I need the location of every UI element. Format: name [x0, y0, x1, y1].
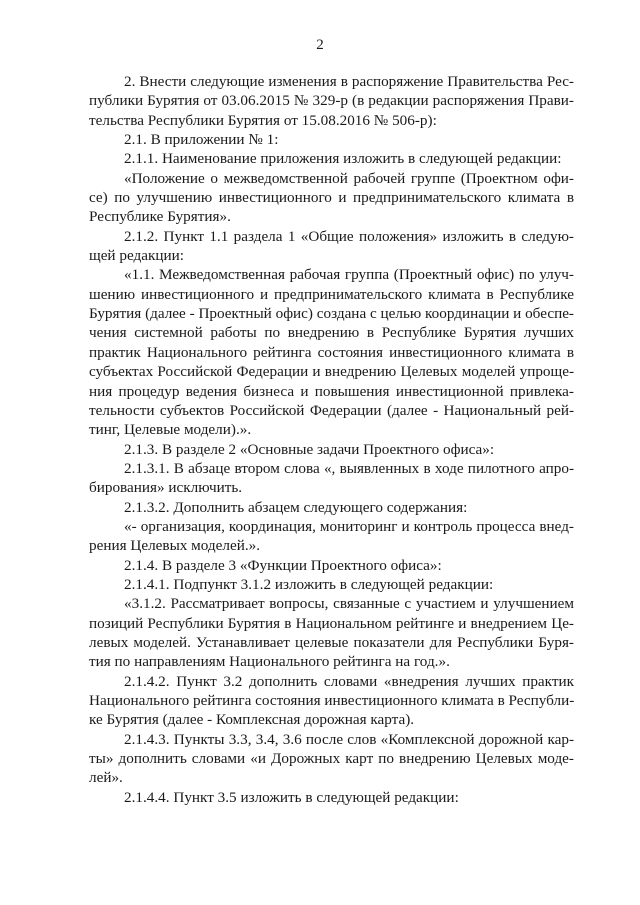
text-line: 2.1.4.3. Пункты 3.3, 3.4, 3.6 после слов «Комплексной дорожной кар- — [124, 730, 574, 748]
text-line: рения Целевых моделей.». — [89, 537, 261, 555]
text-line: щей редакции: — [89, 247, 184, 265]
text-line: лей». — [89, 769, 123, 787]
page-number: 2 — [316, 37, 324, 53]
text-line: тия по направлениям Национального рейтинга на год.». — [89, 653, 450, 671]
text-line: 2.1.4.2. Пункт 3.2 дополнить словами «внедрения лучших практик — [124, 672, 574, 690]
text-line: ты» дополнить словами «и Дорожных карт по внедрению Целевых моде- — [89, 750, 574, 768]
text-line: шению инвестиционного и предпринимательского климата в Республике — [89, 285, 574, 303]
text-line: Бурятия (далее - Проектный офис) создана с целью координации и обеспе- — [89, 305, 574, 323]
text-line: 2. Внести следующие изменения в распоряжение Правительства Рес- — [124, 73, 574, 90]
text-line: 2.1.3. В разделе 2 «Основные задачи Проектного офиса»: — [124, 440, 495, 458]
text-line: 2.1.4.1. Подпункт 3.1.2 изложить в следующей редакции: — [124, 575, 494, 593]
text-line: 2.1.1. Наименование приложения изложить в следующей редакции: — [124, 150, 562, 168]
text-line: позиций Республики Бурятия в Национальном рейтинге и внедрением Це- — [89, 614, 574, 632]
text-line: тельства Республики Бурятия от 15.08.2016 № 506-р): — [89, 111, 437, 129]
text-line: бирования» исключить. — [89, 479, 243, 497]
text-line: 2.1.2. Пункт 1.1 раздела 1 «Общие положения» изложить в следую- — [124, 227, 574, 245]
text-line: 2.1. В приложении № 1: — [124, 131, 279, 149]
text-line: субъектах Российской Федерации и внедрению Целевых моделей упроще- — [89, 363, 574, 381]
text-line: тельности субъектов Российской Федерации (далее - Национальный рей- — [89, 401, 574, 419]
text-line: ке Бурятия (далее - Комплексная дорожная карта). — [89, 711, 415, 729]
text-line: 2.1.4. В разделе 3 «Функции Проектного офиса»: — [124, 556, 442, 574]
text-line: «Положение о межведомственной рабочей группе (Проектном офи- — [124, 169, 574, 187]
text-line: «- организация, координация, мониторинг и контроль процесса внед- — [124, 517, 574, 535]
text-line: тинг, Целевые модели).». — [89, 421, 252, 439]
text-line: «1.1. Межведомственная рабочая группа (Проектный офис) по улуч- — [124, 266, 574, 284]
text-line: чения системной работы по внедрению в Республике Бурятия лучших — [89, 324, 574, 342]
text-line: се) по улучшению инвестиционного и предпринимательского климата в — [89, 189, 574, 207]
text-line: Национального рейтинга состояния инвестиционного климата в Республи- — [89, 692, 575, 709]
text-line: ния процедур ведения бизнеса и повышения инвестиционной привлека- — [89, 382, 574, 400]
document-body — [89, 72, 574, 807]
text-line: Республике Бурятия». — [89, 208, 231, 226]
text-line: 2.1.3.2. Дополнить абзацем следующего содержания: — [124, 498, 468, 516]
text-line: публики Бурятия от 03.06.2015 № 329-р (в редакции распоряжения Прави- — [89, 92, 574, 110]
text-line: «3.1.2. Рассматривает вопросы, связанные с участием и улучшением — [124, 595, 574, 613]
text-line: 2.1.3.1. В абзаце втором слова «, выявленных в ходе пилотного апро- — [124, 459, 574, 477]
text-line: практик Национального рейтинга состояния инвестиционного климата в — [89, 343, 574, 361]
text-line: 2.1.4.4. Пункт 3.5 изложить в следующей редакции: — [124, 788, 459, 806]
text-line: левых моделей. Устанавливает целевые показатели для Республики Буря- — [89, 633, 574, 651]
